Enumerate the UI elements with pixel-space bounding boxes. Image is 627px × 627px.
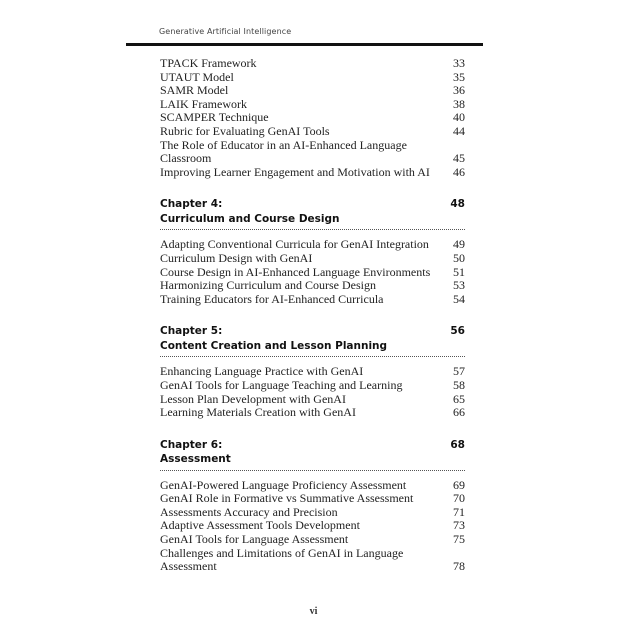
toc-entry-title: Adaptive Assessment Tools Development [160, 518, 360, 533]
toc-entry[interactable] [160, 266, 465, 280]
toc-entry[interactable] [160, 293, 465, 307]
toc-entry-title: The Role of Educator in an AI-Enhanced Language Classroom [160, 137, 407, 166]
toc-entry-title: Harmonizing Curriculum and Course Design [160, 278, 376, 293]
toc-entry[interactable] [160, 547, 465, 574]
toc-entry-title: LAIK Framework [160, 96, 247, 111]
toc-entry-title: GenAI Role in Formative vs Summative Assessment [160, 491, 414, 506]
toc-entry-page: 65 [453, 391, 465, 406]
header-rule [126, 43, 483, 46]
toc-entry-page: 35 [453, 69, 465, 84]
toc-entry-page: 70 [453, 491, 465, 506]
toc-entry-page: 66 [453, 405, 465, 420]
dotted-divider [160, 229, 465, 230]
toc-entry[interactable] [160, 393, 465, 407]
toc-entry[interactable] [160, 519, 465, 533]
running-header: Generative Artificial Intelligence [159, 27, 292, 36]
toc-entry-title: Learning Materials Creation with GenAI [160, 405, 356, 420]
toc-entry-page: 75 [453, 532, 465, 547]
chapter-heading[interactable] [160, 197, 465, 226]
toc-entry-title: GenAI Tools for Language Teaching and Learning [160, 377, 403, 392]
toc-entry[interactable] [160, 506, 465, 520]
chapter-title: Content Creation and Lesson Planning [160, 339, 388, 352]
dotted-divider [160, 356, 465, 357]
toc-entry-title: Curriculum Design with GenAI [160, 250, 313, 265]
toc-entry-page: 38 [453, 96, 465, 111]
toc-entry-page: 51 [453, 264, 465, 279]
toc-entry-page: 33 [453, 56, 465, 70]
toc-entry-title: Rubric for Evaluating GenAI Tools [160, 123, 330, 138]
toc-entry[interactable] [160, 533, 465, 547]
chapter-label: Chapter 5: [160, 325, 223, 338]
toc-entry-page: 57 [453, 364, 465, 379]
toc-entry[interactable] [160, 98, 465, 112]
toc-entry[interactable] [160, 111, 465, 125]
toc-entry-title: Challenges and Limitations of GenAI in Language Assessment [160, 545, 404, 574]
toc-entry-title: Training Educators for AI-Enhanced Curricula [160, 291, 384, 306]
toc-entry-page: 45 [453, 151, 465, 166]
toc-entry-page: 71 [453, 504, 465, 519]
toc-entry[interactable] [160, 125, 465, 139]
toc-entry[interactable] [160, 166, 465, 180]
toc-entry[interactable] [160, 238, 465, 252]
dotted-divider [160, 470, 465, 471]
toc-entry-title: Enhancing Language Practice with GenAI [160, 364, 364, 379]
page-number: vi [309, 606, 318, 617]
toc-entry[interactable] [160, 279, 465, 293]
toc-entry-page: 73 [453, 518, 465, 533]
toc-entry[interactable] [160, 379, 465, 393]
toc-entry-title: SCAMPER Technique [160, 110, 269, 125]
toc-entry[interactable] [160, 71, 465, 85]
chapter-label: Chapter 6: [160, 438, 223, 451]
toc-entry-page: 40 [453, 110, 465, 125]
toc-entry-page: 69 [453, 477, 465, 492]
toc-entry-title: GenAI Tools for Language Assessment [160, 532, 349, 547]
toc-entry-title: Adapting Conventional Curricula for GenAI Integration [160, 237, 429, 252]
toc-entry-page: 58 [453, 377, 465, 392]
toc-entry-title: UTAUT Model [160, 69, 234, 84]
toc-entry-page: 78 [453, 559, 465, 574]
toc-entry-page: 54 [453, 291, 465, 306]
toc-entry-title: Improving Learner Engagement and Motivation with AI [160, 164, 430, 179]
chapter-heading[interactable] [160, 324, 465, 353]
toc-entry[interactable] [160, 492, 465, 506]
chapter-title: Curriculum and Course Design [160, 212, 340, 225]
toc-entry-page: 36 [453, 83, 465, 98]
chapter-page: 48 [450, 198, 465, 211]
toc-entry[interactable] [160, 139, 465, 166]
toc-entry-page: 46 [453, 164, 465, 179]
toc-entry[interactable] [160, 57, 465, 71]
toc-entry[interactable] [160, 365, 465, 379]
table-of-contents [160, 57, 465, 574]
toc-entry-title: TPACK Framework [160, 56, 257, 70]
toc-entry[interactable] [160, 479, 465, 493]
toc-entry-title: GenAI-Powered Language Proficiency Assessment [160, 477, 407, 492]
chapter-title: Assessment [160, 453, 231, 466]
chapter-page: 56 [450, 325, 465, 338]
toc-entry-page: 53 [453, 278, 465, 293]
chapter-page: 68 [450, 438, 465, 451]
chapter-heading[interactable] [160, 438, 465, 467]
toc-entry[interactable] [160, 406, 465, 420]
toc-entry-title: Course Design in AI-Enhanced Language Environments [160, 264, 431, 279]
toc-entry[interactable] [160, 252, 465, 266]
chapter-label: Chapter 4: [160, 198, 223, 211]
toc-entry-title: Assessments Accuracy and Precision [160, 504, 338, 519]
toc-entry-title: SAMR Model [160, 83, 229, 98]
toc-entry-page: 49 [453, 237, 465, 252]
toc-entry[interactable] [160, 84, 465, 98]
toc-entry-page: 44 [453, 123, 465, 138]
toc-entry-title: Lesson Plan Development with GenAI [160, 391, 346, 406]
toc-entry-page: 50 [453, 250, 465, 265]
